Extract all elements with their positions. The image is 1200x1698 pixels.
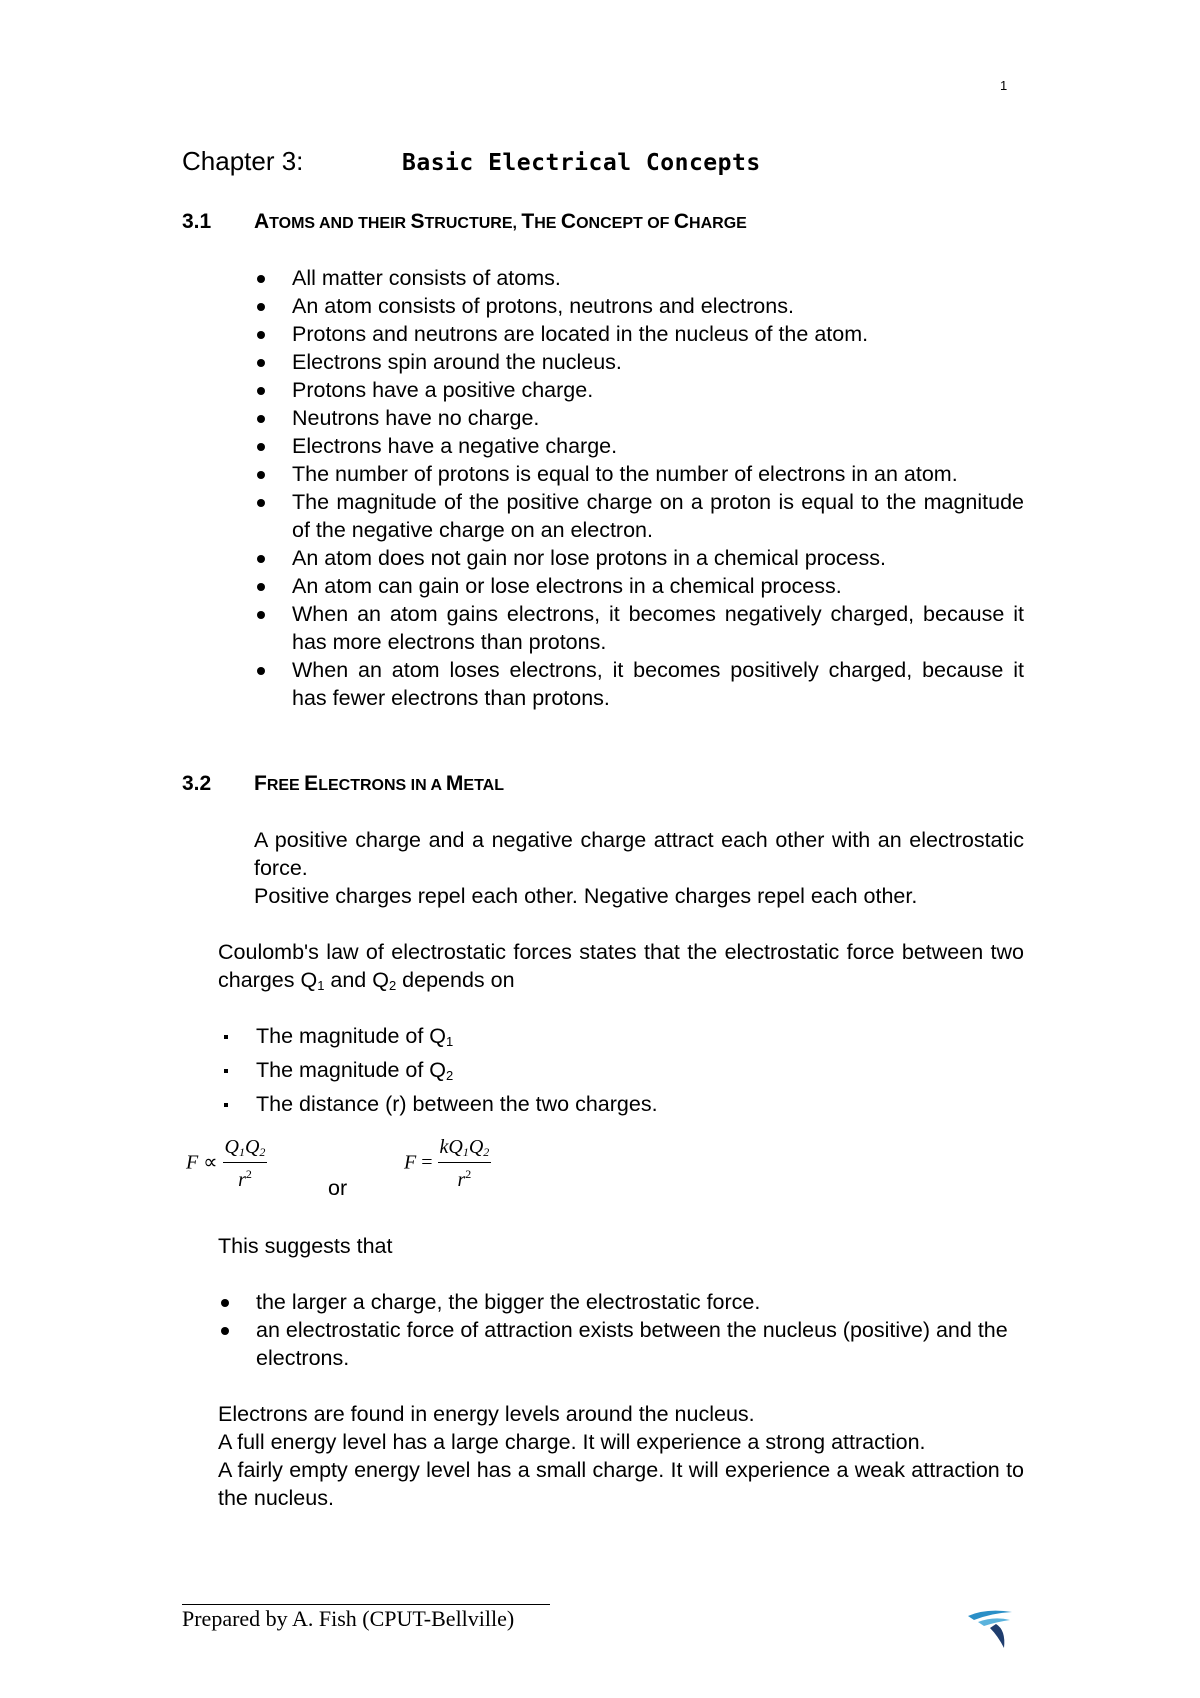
coulomb-proportional-formula: F ∝ $\frac{Q_1Q_2}{r^2}$ [186, 1136, 266, 1191]
list-item: Electrons have a negative charge. [254, 432, 1024, 460]
section-number: 3.2 [182, 772, 212, 795]
list-item: An atom does not gain nor lose protons in a chemical process. [254, 544, 1024, 572]
page-number: 1 [1000, 78, 1008, 93]
cput-logo-icon [966, 1606, 1016, 1655]
list-item: An atom can gain or lose electrons in a chemical process. [254, 572, 1024, 600]
section-heading-3-1 [182, 210, 747, 234]
suggests-paragraph: This suggests that [218, 1234, 393, 1258]
attraction-paragraph: A positive charge and a negative charge attract each other with an electrostatic force. [254, 828, 1024, 880]
footer-text: Prepared by A. Fish (CPUT-Bellville) [182, 1606, 515, 1631]
suggestion-list [218, 1288, 1022, 1372]
section-title: ATOMS AND THEIR STRUCTURE, THE CONCEPT OF CHARGE [254, 210, 747, 233]
energy-line: A fairly empty energy level has a small charge. It will experience a weak attraction to the nucleus. [218, 1458, 1024, 1510]
section-number: 3.1 [182, 210, 212, 233]
list-item: an electrostatic force of attraction exists between the nucleus (positive) and the electrons. [218, 1316, 1022, 1372]
atom-facts-list [254, 264, 1024, 712]
coulomb-equation-formula: F = $\frac{kQ_1Q_2}{r^2}$ [404, 1136, 490, 1191]
list-item: Electrons spin around the nucleus. [254, 348, 1024, 376]
list-item: Protons and neutrons are located in the nucleus of the atom. [254, 320, 1024, 348]
chapter-number: Chapter 3: [182, 146, 304, 176]
list-item: When an atom gains electrons, it becomes negatively charged, because it has more electrons than protons. [254, 600, 1024, 656]
section-heading-3-2 [182, 772, 504, 796]
list-item: An atom consists of protons, neutrons and electrons. [254, 292, 1024, 320]
list-item: Protons have a positive charge. [254, 376, 1024, 404]
list-item: the larger a charge, the bigger the electrostatic force. [218, 1288, 1022, 1316]
coulomb-paragraph: Coulomb's law of electrostatic forces states that the electrostatic force between two charges $Q_1$ and $Q_2$ depends on [218, 940, 1024, 993]
footer-divider [182, 1604, 550, 1605]
list-item: All matter consists of atoms. [254, 264, 1024, 292]
repel-paragraph: Positive charges repel each other. Negative charges repel each other. [254, 884, 918, 908]
list-item: The magnitude of $Q_2$ [218, 1056, 1018, 1090]
section-title: FREE ELECTRONS IN A METAL [254, 772, 504, 795]
list-item: The distance (r) between the two charges. [218, 1090, 1018, 1118]
dependency-list [218, 1022, 1018, 1118]
chapter-title [182, 146, 761, 177]
or-label: or [328, 1176, 348, 1200]
list-item: The magnitude of $Q_1$ [218, 1022, 1018, 1056]
energy-line: A full energy level has a large charge. It will experience a strong attraction. [218, 1430, 926, 1454]
list-item: The magnitude of the positive charge on a proton is equal to the magnitude of the negative charge on an electron. [254, 488, 1024, 544]
energy-line: Electrons are found in energy levels around the nucleus. [218, 1402, 755, 1426]
energy-levels-paragraph [218, 1400, 1024, 1512]
list-item: The number of protons is equal to the number of electrons in an atom. [254, 460, 1024, 488]
chapter-name: Basic Electrical Concepts [402, 150, 761, 176]
list-item: When an atom loses electrons, it becomes positively charged, because it has fewer electrons than protons. [254, 656, 1024, 712]
list-item: Neutrons have no charge. [254, 404, 1024, 432]
